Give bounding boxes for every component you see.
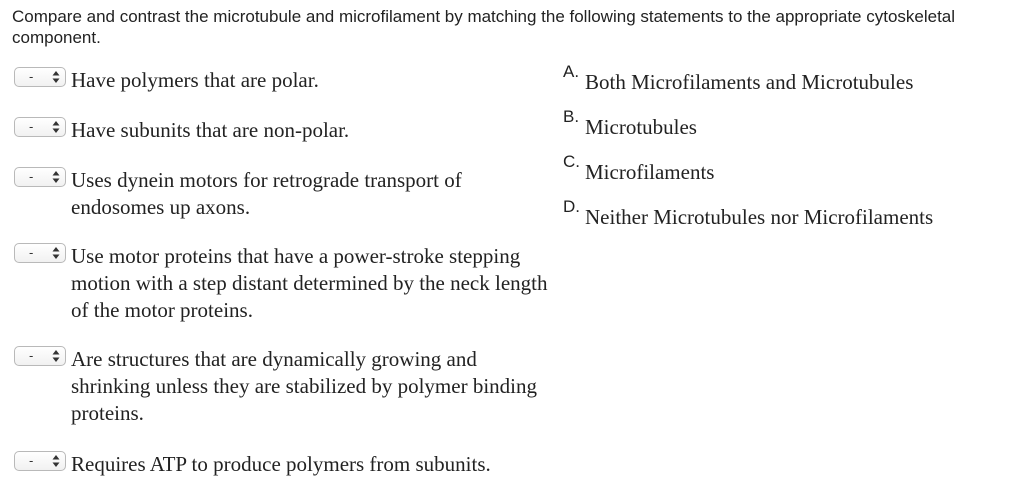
select-arrows-icon [52, 246, 60, 260]
select-value: - [29, 245, 34, 260]
statement-text: Uses dynein motors for retrograde transport of endosomes up axons. [71, 168, 462, 219]
match-select[interactable] [14, 451, 66, 471]
select-value: - [29, 119, 34, 134]
statement-text: Have subunits that are non-polar. [71, 118, 350, 142]
select-value: - [29, 348, 34, 363]
option-text: Microtubules [585, 115, 697, 139]
option-text: Neither Microtubules nor Microfilaments [585, 205, 934, 229]
select-arrows-icon [52, 120, 60, 134]
statement-text: Requires ATP to produce polymers from subunits. [71, 452, 491, 476]
select-value: - [29, 169, 34, 184]
instructions: Compare and contrast the microtubule and microfilament by matching the following statements to the appropriate cytoskeletal component. [12, 7, 956, 47]
option-letter: A. [563, 62, 580, 81]
option-letter: B. [563, 107, 580, 126]
select-arrows-icon [52, 70, 60, 84]
option-letter: D. [563, 197, 580, 216]
option-text: Both Microfilaments and Microtubules [585, 70, 914, 94]
select-arrows-icon [52, 170, 60, 184]
match-select[interactable] [14, 67, 66, 87]
statement-text: Have polymers that are polar. [71, 68, 319, 92]
select-value: - [29, 69, 34, 84]
match-select[interactable] [14, 346, 66, 366]
select-value: - [29, 453, 34, 468]
select-arrows-icon [52, 454, 60, 468]
option-text: Microfilaments [585, 160, 715, 184]
select-arrows-icon [52, 349, 60, 363]
statement-text: Use motor proteins that have a power-stroke stepping motion with a step distant determined by the neck length of the motor proteins. [71, 244, 548, 322]
match-select[interactable] [14, 117, 66, 137]
statement-text: Are structures that are dynamically growing and shrinking unless they are stabilized by polymer binding proteins. [71, 347, 537, 425]
match-select[interactable] [14, 243, 66, 263]
match-select[interactable] [14, 167, 66, 187]
option-letter: C. [563, 152, 580, 171]
